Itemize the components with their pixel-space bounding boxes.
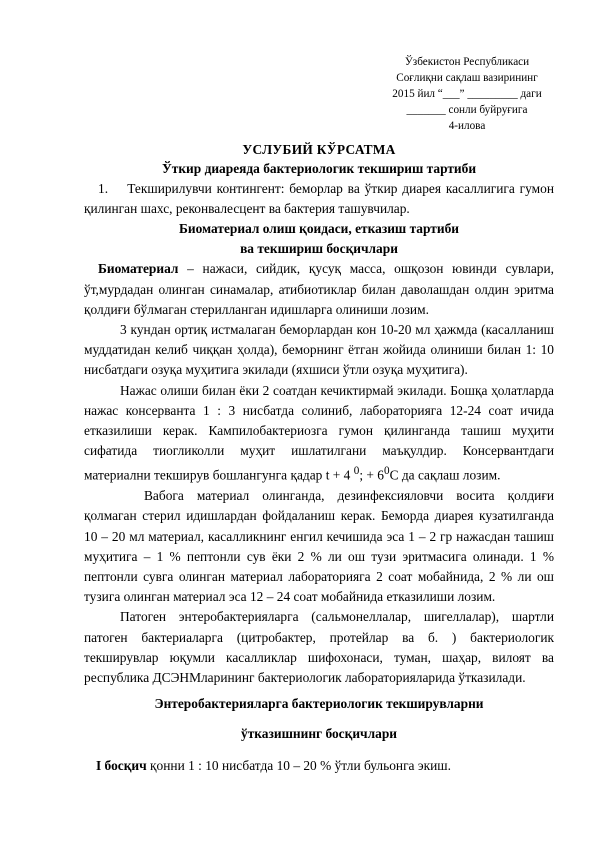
document-subtitle: Ўткир диареяда бактериологик текшириш тартиби <box>161 161 477 176</box>
paragraph: Вабога материал олинганда, дезинфексияловчи восита қолдиғи қолмаган стерил идишлардан фойдаланиш керак. Беморда диарея кузатилганда 10 – 20 мл материал, касалликнинг енгил кечишида эса 1 – 2 гр нажасдан ташиш муҳитига – 1 % пептонли сув ёки 2 % ли ош тузи эритмасига олинади. 1 % пептонли сувга олинган материал лабораторияга 2 соат мобайнида, 2 % ли ош тузига олинган материал эса 12 – 24 соат мобайнида етказилиши лозим. <box>84 488 554 605</box>
paragraph: 3 кундан ортиқ истмалаган беморлардан кон 10-20 мл ҳажмда (касалланиш муддатидан келиб чиққан ҳолда), беморнинг ётган жойида олиниши билан 1: 10 нисбатдаги озуқа муҳитига экилади (яхшиси ўтли озуқа муҳитига). <box>84 322 554 378</box>
paragraph-lead: Биоматериал <box>98 261 179 277</box>
document-title: УСЛУБИЙ КЎРСАТМА <box>242 142 396 157</box>
approval-line: Ўзбекистон Республикаси <box>404 56 530 68</box>
item-number: 1. <box>98 181 109 196</box>
approval-line: 2015 йил “___” _________ даги <box>392 88 542 100</box>
approval-block <box>382 54 552 134</box>
paragraph: Биоматериал – нажаси, сийдик, қусуқ масса, ошқозон ювинди сувлари, ўт,мурдадан олинган синамалар, атибиотиклар билан даволашдан олдин эритма қолдиғи бўлмаган стерилланган идишларга олиниши лозим. <box>84 261 554 317</box>
section-heading: ўтказишнинг босқичлари <box>241 726 397 742</box>
step-label: I босқич <box>96 758 147 774</box>
paragraph: Патоген энтеробактерияларга (сальмонеллалар, шигеллалар), шартли патоген бактериаларга (цитробактер, протейлар ва б. ) бактериологик текширувлар юқумли касалликлар шифохонаси, туман, шаҳар, вилоят ва республика ДСЭНМларининг бактериологик лабораторияларида ўтказилади. <box>84 609 554 685</box>
item-text: Текширилувчи контингент: беморлар ва ўткир диарея касаллигига гумон қилинган шахс, реконвалесцент ва бактерия ташувчилар. <box>84 181 555 217</box>
document-body <box>84 140 554 776</box>
section-heading: Энтеробактерияларга бактериологик текширувларни <box>154 696 484 712</box>
paragraph: Нажас олиши билан ёки 2 соатдан кечиктирмай экилади. Бошқа ҳолатларда нажас консерванта 1 : 3 нисбатда солиниб, лабораторияга 12-24 соат ичида етказилиши керак. Кампилобактериозга гумон қилинганда ташиш муҳити сифатида тиогликолли муҳит ишлатилгани маъқулдир. Консервантдаги материални текширув бошлангунга қадар t + 4 $^0$; + $6^0С$ да сақлаш лозим. <box>84 382 554 483</box>
section-heading: ва текшириш босқичлари <box>240 241 398 257</box>
item-1 <box>84 179 554 219</box>
approval-line: _______ сонли буйруғига <box>406 104 528 116</box>
approval-line: 4-илова <box>448 120 486 132</box>
approval-line: Соғлиқни сақлаш вазирининг <box>396 72 538 84</box>
section-heading: Биоматериал олиш қоидаси, етказиш тартиби <box>179 221 459 237</box>
step-1: I босқич қонни 1 : 10 нисбатда 10 – 20 % ўтли бульонга экиш. <box>96 758 451 774</box>
